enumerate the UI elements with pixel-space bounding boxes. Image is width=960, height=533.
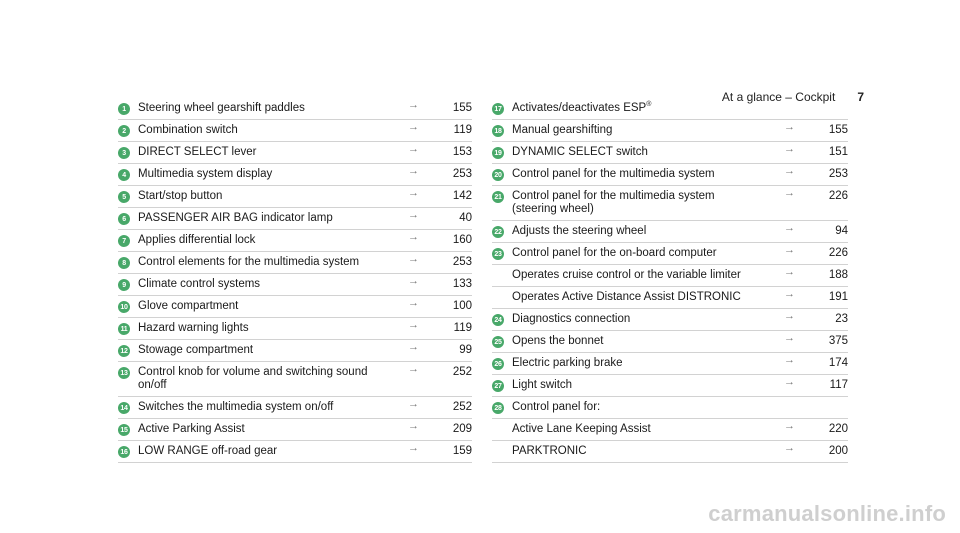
item-label-text: LOW RANGE off-road gear: [138, 445, 278, 457]
page-reference[interactable]: 99: [459, 344, 472, 356]
item-label: [512, 269, 784, 282]
legend-row: [492, 309, 848, 331]
legend-row: [118, 230, 472, 252]
legend-row: [492, 186, 848, 221]
item-number-badge: 27: [492, 380, 504, 392]
page-reference[interactable]: 188: [828, 269, 848, 281]
arrow-right-icon: →: [784, 165, 795, 177]
item-number-badge: 28: [492, 402, 504, 414]
item-label-text: Opens the bonnet: [512, 335, 604, 347]
item-label-text: Control panel for the on-board computer: [512, 247, 717, 259]
item-label-text: Hazard warning lights: [138, 322, 249, 334]
item-label-text: Diagnostics connection: [512, 313, 631, 325]
item-label: [512, 168, 784, 181]
arrow-right-icon: →: [408, 231, 419, 243]
item-label-text: Activates/deactivates ESP: [512, 102, 647, 114]
item-number-badge: 24: [492, 314, 504, 326]
legend-row: [118, 362, 472, 397]
item-label-text: Operates cruise control or the variable limiter: [512, 269, 741, 281]
item-number-badge: 16: [118, 446, 130, 458]
item-label: [138, 234, 408, 247]
item-number-badge: 2: [118, 125, 130, 137]
arrow-right-icon: →: [784, 187, 795, 199]
item-label: [138, 256, 408, 269]
page-reference[interactable]: 252: [452, 401, 472, 413]
item-label-text: Steering wheel gearshift paddles: [138, 102, 305, 114]
legend-row: [118, 419, 472, 441]
legend-row: [118, 252, 472, 274]
item-number-badge: 6: [118, 213, 130, 225]
legend-row: [492, 287, 848, 309]
item-label: [512, 335, 784, 348]
page-reference[interactable]: 253: [452, 256, 472, 268]
item-number-badge: 7: [118, 235, 130, 247]
legend-row: [118, 142, 472, 164]
item-label-text: Operates Active Distance Assist DISTRONIC: [512, 291, 741, 303]
page-reference[interactable]: 94: [835, 225, 848, 237]
arrow-right-icon: →: [408, 187, 419, 199]
item-number-badge: 15: [118, 424, 130, 436]
item-label: [512, 146, 784, 159]
legend-row: [118, 120, 472, 142]
arrow-right-icon: →: [408, 99, 419, 111]
item-number-badge: 18: [492, 125, 504, 137]
item-number-badge: 19: [492, 147, 504, 159]
page-reference[interactable]: 253: [452, 168, 472, 180]
page-reference[interactable]: 226: [828, 190, 848, 202]
arrow-right-icon: →: [784, 442, 795, 454]
page-reference[interactable]: 226: [828, 247, 848, 259]
legend-list-left: [118, 98, 472, 463]
legend-row: [492, 243, 848, 265]
legend-row: [492, 375, 848, 397]
arrow-right-icon: →: [408, 420, 419, 432]
item-number-badge: 1: [118, 103, 130, 115]
item-number-badge: 21: [492, 191, 504, 203]
item-label-text: Manual gearshifting: [512, 124, 613, 136]
item-label-text: Climate control systems: [138, 278, 261, 290]
item-label-text: Glove compartment: [138, 300, 239, 312]
item-label: [138, 278, 408, 291]
item-number-badge: 11: [118, 323, 130, 335]
item-label-text: PASSENGER AIR BAG indicator lamp: [138, 212, 333, 224]
item-label: [512, 124, 784, 137]
item-label: [138, 344, 408, 357]
arrow-right-icon: →: [408, 275, 419, 287]
item-label: [512, 225, 784, 238]
item-number-badge: 17: [492, 103, 504, 115]
item-number-badge: 13: [118, 367, 130, 379]
legend-row: [118, 98, 472, 120]
item-number-badge: 20: [492, 169, 504, 181]
item-number-badge: 8: [118, 257, 130, 269]
item-label-text: Active Lane Keeping Assist: [512, 423, 651, 435]
legend-row: [492, 331, 848, 353]
item-label-text: Active Parking Assist: [138, 423, 245, 435]
item-label-text: DYNAMIC SELECT switch: [512, 146, 648, 158]
item-label-text: DIRECT SELECT lever: [138, 146, 257, 158]
page-reference[interactable]: 200: [828, 445, 848, 457]
legend-row: [492, 353, 848, 375]
registered-mark: ®: [646, 101, 652, 109]
legend-row: [118, 296, 472, 318]
item-label: [138, 102, 408, 115]
item-number-badge: 5: [118, 191, 130, 203]
item-label-text: Light switch: [512, 379, 573, 391]
page-reference[interactable]: 191: [828, 291, 848, 303]
page-reference[interactable]: 119: [453, 322, 472, 334]
legend-row: [492, 221, 848, 243]
item-label: [512, 423, 784, 436]
item-label: [512, 357, 784, 370]
arrow-right-icon: →: [784, 310, 795, 322]
item-label-text: Stowage compartment: [138, 344, 254, 356]
legend-row: [492, 98, 848, 120]
page-reference[interactable]: 119: [453, 124, 472, 136]
page-reference[interactable]: 159: [452, 445, 472, 457]
arrow-right-icon: →: [408, 398, 419, 410]
item-number-badge: 12: [118, 345, 130, 357]
item-label: [138, 401, 408, 414]
legend-row: [118, 397, 472, 419]
legend-row: [118, 274, 472, 296]
item-label-text: Applies differential lock: [138, 234, 256, 246]
item-label-text: Control panel for the multimedia system (steering wheel): [512, 190, 715, 215]
page-reference[interactable]: 253: [828, 168, 848, 180]
arrow-right-icon: →: [784, 222, 795, 234]
page-reference[interactable]: 133: [452, 278, 472, 290]
page-reference[interactable]: 209: [452, 423, 472, 435]
item-label-text: Control elements for the multimedia system: [138, 256, 360, 268]
legend-row: [492, 265, 848, 287]
item-label: [138, 366, 408, 392]
arrow-right-icon: →: [408, 297, 419, 309]
item-number-badge: 10: [118, 301, 130, 313]
legend-row: [492, 142, 848, 164]
arrow-right-icon: →: [408, 442, 419, 454]
item-label: [512, 379, 784, 392]
arrow-right-icon: →: [408, 363, 419, 375]
item-label: [138, 168, 408, 181]
item-label-text: Multimedia system display: [138, 168, 273, 180]
item-number-badge: 26: [492, 358, 504, 370]
item-number-badge: 4: [118, 169, 130, 181]
page-reference[interactable]: 100: [452, 300, 472, 312]
item-number-badge: 22: [492, 226, 504, 238]
page-reference[interactable]: 40: [459, 212, 472, 224]
page-reference[interactable]: 153: [452, 146, 472, 158]
item-label-text: Switches the multimedia system on/off: [138, 401, 334, 413]
item-label: [138, 124, 408, 137]
page-reference[interactable]: 23: [835, 313, 848, 325]
page-reference[interactable]: 160: [452, 234, 472, 246]
arrow-right-icon: →: [784, 354, 795, 366]
item-label: [138, 322, 408, 335]
item-label: [512, 313, 784, 326]
page-reference[interactable]: 155: [452, 102, 472, 114]
legend-row: [118, 208, 472, 230]
watermark: carmanualsonline.info: [708, 501, 946, 526]
page-number: 7: [857, 90, 864, 104]
item-label: [138, 212, 408, 225]
item-number-badge: 14: [118, 402, 130, 414]
item-number-badge: 23: [492, 248, 504, 260]
item-label: [512, 445, 784, 458]
legend-row: [492, 441, 848, 463]
legend-list-right: [492, 98, 848, 463]
item-label: [138, 190, 408, 203]
item-number-badge: 9: [118, 279, 130, 291]
arrow-right-icon: →: [784, 121, 795, 133]
item-label-text: Control panel for:: [512, 401, 601, 413]
legend-row: [118, 340, 472, 362]
page-reference[interactable]: 252: [452, 366, 472, 378]
page-reference[interactable]: 151: [828, 146, 848, 158]
legend-row: [492, 397, 848, 419]
item-label-text: Control panel for the multimedia system: [512, 168, 715, 180]
arrow-right-icon: →: [408, 253, 419, 265]
item-label-text: Combination switch: [138, 124, 238, 136]
item-label: [512, 401, 848, 414]
item-label-text: Start/stop button: [138, 190, 223, 202]
arrow-right-icon: →: [784, 420, 795, 432]
item-number-badge: 3: [118, 147, 130, 159]
arrow-right-icon: →: [408, 121, 419, 133]
arrow-right-icon: →: [784, 332, 795, 344]
legend-row: [118, 186, 472, 208]
legend-row: [492, 164, 848, 186]
page-reference[interactable]: 174: [828, 357, 848, 369]
item-label: [512, 247, 784, 260]
page-reference[interactable]: 142: [452, 190, 472, 202]
arrow-right-icon: →: [408, 143, 419, 155]
legend-row: [118, 164, 472, 186]
arrow-right-icon: →: [784, 143, 795, 155]
item-label: [138, 423, 408, 436]
item-label-text: Electric parking brake: [512, 357, 623, 369]
item-label: [512, 102, 848, 115]
legend-row: [492, 419, 848, 441]
page-reference[interactable]: 155: [828, 124, 848, 136]
item-label: [138, 445, 408, 458]
arrow-right-icon: →: [408, 165, 419, 177]
legend-row: [118, 441, 472, 463]
arrow-right-icon: →: [784, 376, 795, 388]
legend-row: [118, 318, 472, 340]
section-title: At a glance – Cockpit: [721, 90, 836, 104]
arrow-right-icon: →: [784, 288, 795, 300]
item-label: [138, 146, 408, 159]
arrow-right-icon: →: [784, 266, 795, 278]
item-label-text: Adjusts the steering wheel: [512, 225, 647, 237]
page-reference[interactable]: 375: [828, 335, 848, 347]
item-number-badge: 25: [492, 336, 504, 348]
item-label: [512, 190, 784, 216]
item-label: [138, 300, 408, 313]
arrow-right-icon: →: [784, 244, 795, 256]
legend-row: [492, 120, 848, 142]
item-label-text: PARKTRONIC: [512, 445, 587, 457]
item-label: [512, 291, 784, 304]
item-label-text: Control knob for volume and switching sound on/off: [138, 366, 368, 391]
arrow-right-icon: →: [408, 341, 419, 353]
arrow-right-icon: →: [408, 209, 419, 221]
page-reference[interactable]: 220: [828, 423, 848, 435]
arrow-right-icon: →: [408, 319, 419, 331]
page-reference[interactable]: 117: [829, 379, 848, 391]
